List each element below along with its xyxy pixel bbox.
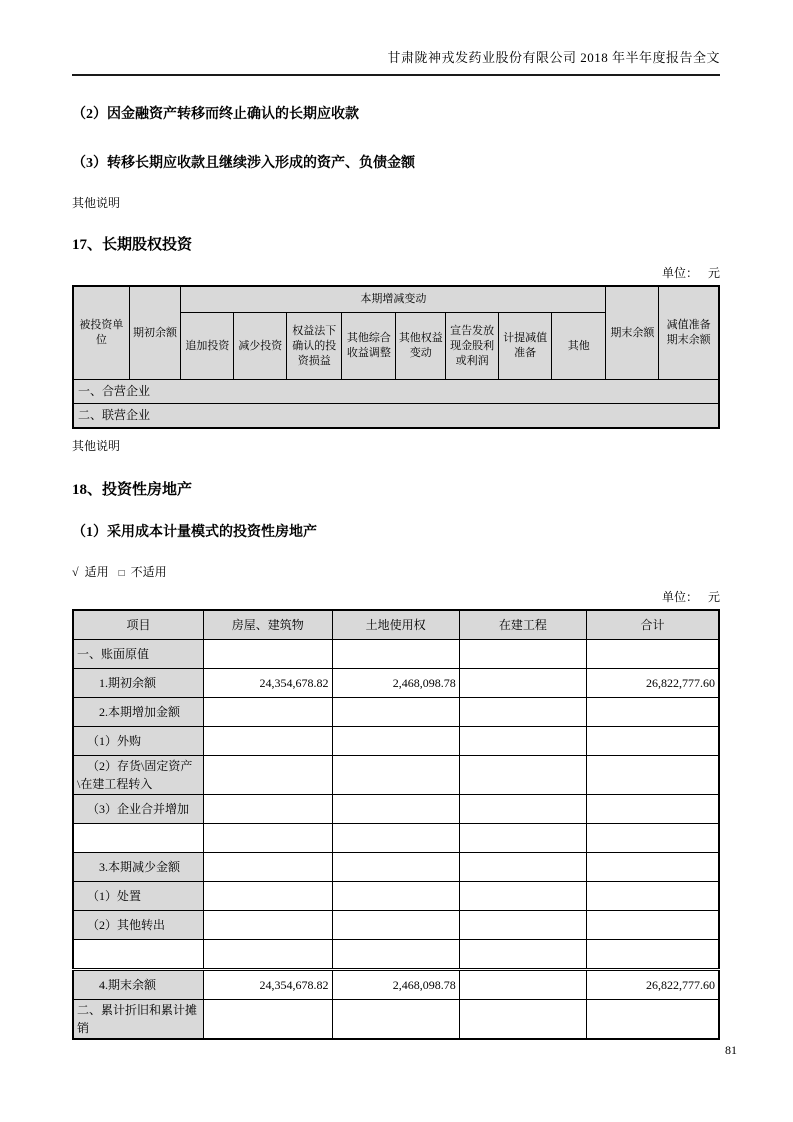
value-cell	[203, 1000, 332, 1040]
table-row	[73, 698, 719, 727]
value-cell	[459, 640, 586, 669]
table-row	[73, 669, 719, 698]
unit-value: 元	[707, 266, 720, 280]
value-cell: 2,468,098.78	[332, 970, 459, 1000]
header-closing-balance: 期末余额	[606, 286, 659, 380]
section-heading-18-1: （1）采用成本计量模式的投资性房地产	[72, 525, 317, 540]
value-cell	[459, 970, 586, 1000]
value-cell	[203, 698, 332, 727]
value-cell	[459, 882, 586, 911]
column-header: 房屋、建筑物	[203, 610, 332, 640]
value-cell: 24,354,678.82	[203, 970, 332, 1000]
applicable-label: 适用	[84, 565, 109, 579]
value-cell	[459, 727, 586, 756]
page-header	[72, 50, 720, 76]
value-cell	[459, 853, 586, 882]
header-other-equity-change: 其他权益变动	[396, 313, 446, 380]
row-label: 4.期末余额	[73, 970, 203, 1000]
row-label: （1）外购	[73, 727, 203, 756]
table-row	[73, 380, 719, 404]
value-cell	[332, 911, 459, 940]
value-cell: 24,354,678.82	[203, 669, 332, 698]
section-heading-18: 18、投资性房地产	[72, 482, 193, 498]
value-cell	[332, 640, 459, 669]
row-label: （2）存货\固定资产\在建工程转入	[73, 756, 203, 795]
value-cell	[459, 911, 586, 940]
value-cell	[332, 853, 459, 882]
row-label: （3）企业合并增加	[73, 795, 203, 824]
value-cell	[332, 795, 459, 824]
value-cell	[587, 1000, 719, 1040]
header-additional-investment: 追加投资	[181, 313, 234, 380]
header-other-comprehensive-income: 其他综合收益调整	[342, 313, 396, 380]
row-label	[73, 940, 203, 970]
row-associates: 二、联营企业	[73, 404, 719, 429]
value-cell	[459, 669, 586, 698]
value-cell	[332, 698, 459, 727]
value-cell	[203, 853, 332, 882]
row-label: 二、累计折旧和累计摊销	[73, 1000, 203, 1040]
value-cell	[587, 882, 719, 911]
table-row	[73, 853, 719, 882]
value-cell	[587, 940, 719, 970]
report-title: 甘肃陇神戎发药业股份有限公司 2018 年半年度报告全文	[387, 50, 720, 65]
investment-property-table	[72, 609, 720, 1040]
table-row	[73, 756, 719, 795]
header-period-change-span: 本期增减变动	[181, 286, 606, 313]
value-cell: 26,822,777.60	[587, 970, 719, 1000]
table-header-row-1	[73, 286, 719, 313]
value-cell	[459, 795, 586, 824]
applicability-note	[72, 563, 720, 580]
value-cell	[332, 727, 459, 756]
value-cell	[459, 940, 586, 970]
other-notes-1: 其他说明	[72, 196, 121, 210]
unit-value: 元	[707, 590, 720, 604]
value-cell	[587, 911, 719, 940]
unit-label: 单位：	[661, 590, 698, 604]
header-impairment-provision: 计提减值准备	[499, 313, 552, 380]
header-equity-method-gains: 权益法下确认的投资损益	[287, 313, 342, 380]
value-cell	[332, 882, 459, 911]
row-label: （1）处置	[73, 882, 203, 911]
column-header: 合计	[587, 610, 719, 640]
value-cell	[203, 756, 332, 795]
row-label	[73, 824, 203, 853]
table-row	[73, 970, 719, 1000]
other-notes-2: 其他说明	[72, 439, 121, 453]
header-opening-balance: 期初余额	[129, 286, 181, 380]
value-cell	[203, 727, 332, 756]
investment-property-table-body	[73, 610, 719, 1039]
table-row	[73, 882, 719, 911]
not-applicable-label: 不适用	[130, 565, 167, 579]
table-row	[73, 1000, 719, 1040]
value-cell	[332, 824, 459, 853]
ip-header-row	[73, 610, 719, 640]
row-label: 一、账面原值	[73, 640, 203, 669]
page-number: 81	[725, 1043, 737, 1057]
table-row	[73, 640, 719, 669]
value-cell	[459, 824, 586, 853]
check-mark-icon: √	[72, 565, 79, 579]
value-cell	[203, 882, 332, 911]
unit-note-1	[72, 264, 720, 281]
value-cell	[203, 795, 332, 824]
column-header: 土地使用权	[332, 610, 459, 640]
table-row	[73, 795, 719, 824]
value-cell	[587, 853, 719, 882]
section-heading-3: （3）转移长期应收款且继续涉入形成的资产、负债金额	[72, 156, 415, 171]
value-cell	[587, 795, 719, 824]
row-joint-ventures: 一、合营企业	[73, 380, 719, 404]
value-cell	[332, 1000, 459, 1040]
table-row	[73, 940, 719, 970]
value-cell	[587, 727, 719, 756]
table-row	[73, 404, 719, 429]
long-term-equity-investment-table	[72, 285, 720, 429]
row-label: 3.本期减少金额	[73, 853, 203, 882]
header-investee: 被投资单位	[73, 286, 129, 380]
header-other: 其他	[552, 313, 606, 380]
section-heading-2: （2）因金融资产转移而终止确认的长期应收款	[72, 107, 359, 122]
value-cell	[459, 698, 586, 727]
row-label: 2.本期增加金额	[73, 698, 203, 727]
column-header: 项目	[73, 610, 203, 640]
header-reduced-investment: 减少投资	[234, 313, 287, 380]
section-heading-17: 17、长期股权投资	[72, 237, 193, 253]
table-row	[73, 727, 719, 756]
table-row	[73, 824, 719, 853]
value-cell: 26,822,777.60	[587, 669, 719, 698]
value-cell	[332, 940, 459, 970]
value-cell	[587, 824, 719, 853]
row-label: 1.期初余额	[73, 669, 203, 698]
empty-checkbox-icon: □	[118, 568, 125, 579]
value-cell	[587, 698, 719, 727]
value-cell	[459, 756, 586, 795]
column-header: 在建工程	[459, 610, 586, 640]
value-cell	[203, 824, 332, 853]
value-cell	[203, 640, 332, 669]
row-label: （2）其他转出	[73, 911, 203, 940]
value-cell	[203, 911, 332, 940]
value-cell	[587, 640, 719, 669]
value-cell	[459, 1000, 586, 1040]
header-declared-dividends: 宣告发放现金股利或利润	[446, 313, 499, 380]
value-cell	[587, 756, 719, 795]
value-cell: 2,468,098.78	[332, 669, 459, 698]
table-row	[73, 911, 719, 940]
value-cell	[332, 756, 459, 795]
unit-label: 单位：	[661, 266, 698, 280]
value-cell	[203, 940, 332, 970]
header-impairment-closing: 减值准备期末余额	[659, 286, 719, 380]
unit-note-2	[72, 588, 720, 605]
